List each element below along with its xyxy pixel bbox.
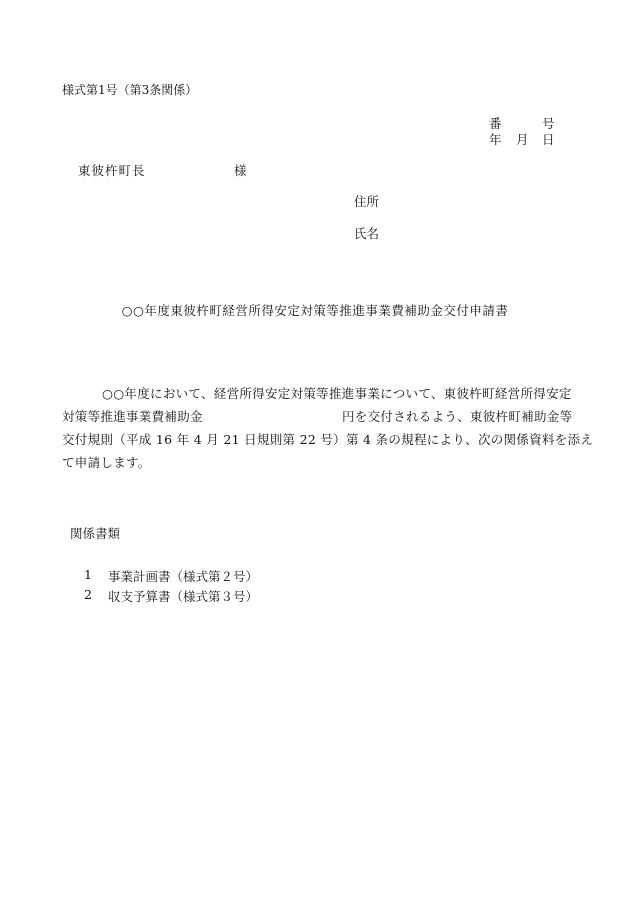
reference-ban-label: 番: [489, 116, 502, 131]
addressee-honorific: 様: [234, 163, 247, 178]
body-line-3: [62, 430, 594, 453]
body-line-1: [62, 384, 582, 407]
applicant-address-label: 住所: [354, 194, 380, 209]
body-line-4: [62, 453, 582, 476]
addressee-name: 東彼杵町長: [78, 163, 146, 178]
body-text: ○○年度において、経営所得安定対策等推進事業について、東彼杵町経営所得安定: [102, 386, 572, 401]
body-text: 対策等推進事業費補助金: [62, 409, 203, 424]
related-docs-heading: 関係書類: [70, 526, 121, 541]
body-text: 円を交付されるよう、東彼杵町補助金等: [342, 409, 573, 424]
document-title: ○○年度東彼杵町経営所得安定対策等推進事業費補助金交付申請書: [121, 303, 509, 318]
date-month-label: 月: [516, 132, 529, 147]
body-line-2: [62, 407, 582, 430]
list-item-text: 収支予算書（様式第３号）: [108, 589, 259, 604]
applicant-name-label: 氏名: [354, 226, 380, 241]
date-day-label: 日: [542, 132, 555, 147]
list-item-text: 事業計画書（様式第２号）: [108, 569, 259, 584]
date-year-label: 年: [489, 132, 502, 147]
body-text: て申請します。: [62, 455, 151, 470]
form-number: 様式第1号（第3条関係）: [62, 83, 198, 97]
list-item-number: 1: [84, 567, 92, 582]
body-text: 交付規則（平成 16 年 4 月 21 日規則第 22 号）第 4 条の規程により、次の関係資料を添え: [62, 432, 594, 447]
reference-go-label: 号: [542, 116, 555, 131]
application-body: [62, 384, 594, 476]
list-item-number: 2: [84, 587, 92, 602]
